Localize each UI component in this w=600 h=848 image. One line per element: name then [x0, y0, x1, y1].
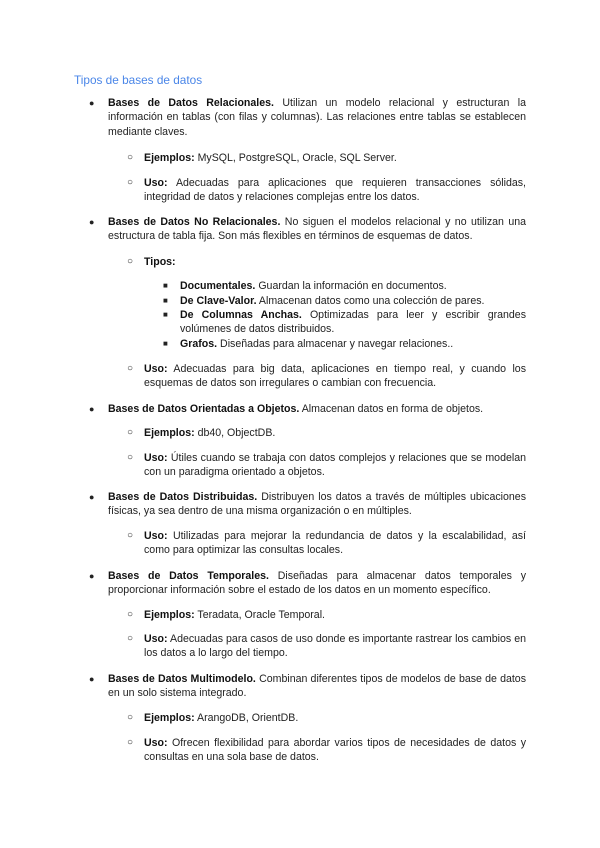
bullet-circle-icon: ○	[127, 152, 134, 163]
bullet-circle-icon: ○	[127, 256, 134, 267]
bullet-square-icon: ■	[163, 281, 168, 290]
item-label: Ejemplos:	[144, 427, 195, 439]
type-text: Optimizadas para leer y escribir grandes volúmenes de datos distribuidos.	[180, 309, 526, 336]
type-text: Guardan la información en documentos.	[258, 280, 447, 292]
bullet-circle-icon: ○	[127, 363, 134, 374]
type-item	[163, 337, 526, 351]
type-text: Almacenan datos como una colección de pares.	[258, 295, 485, 307]
item-text: Adecuadas para big data, aplicaciones en tiempo real, y cuando los esquemas de datos son irregulares o cambian con frecuencia.	[144, 363, 526, 390]
section-nonrelational	[89, 215, 527, 244]
bullet-circle-icon: ○	[127, 712, 134, 723]
section-title: Bases de Datos Distribuidas.	[108, 491, 258, 503]
list-item	[127, 426, 526, 440]
section-text: Diseñadas para almacenar datos temporales y proporcionar información sobre el estado de los datos en un momento específico.	[108, 570, 526, 597]
item-label: Uso:	[144, 363, 168, 375]
bullet-circle-icon: ○	[127, 737, 134, 748]
section-distributed	[89, 490, 526, 519]
bullet-circle-icon: ○	[127, 609, 134, 620]
list-item	[127, 176, 526, 205]
type-item	[163, 308, 526, 337]
list-item	[127, 151, 526, 165]
list-item	[127, 632, 526, 661]
section-title: Bases de Datos No Relacionales.	[108, 216, 281, 228]
bullet-circle-icon: ○	[127, 633, 134, 644]
section-heading: Tipos de bases de datos	[74, 73, 203, 87]
item-label: Ejemplos:	[144, 712, 195, 724]
item-label: Ejemplos:	[144, 609, 195, 621]
type-item	[163, 294, 526, 308]
bullet-circle-icon: ○	[127, 530, 134, 541]
list-item	[127, 451, 526, 480]
section-object-oriented	[89, 402, 526, 416]
item-text: db40, ObjectDB.	[197, 427, 276, 439]
list-item	[127, 362, 526, 391]
item-label: Uso:	[144, 452, 168, 464]
bullet-disc-icon: ●	[89, 492, 95, 502]
bullet-circle-icon: ○	[127, 177, 134, 188]
bullet-disc-icon: ●	[89, 98, 95, 108]
bullet-disc-icon: ●	[89, 404, 95, 414]
item-text: Ofrecen flexibilidad para abordar varios tipos de necesidades de datos y consultas en una sola base de datos.	[144, 737, 527, 764]
item-label: Uso:	[144, 737, 168, 749]
bullet-disc-icon: ●	[89, 674, 95, 684]
section-title: Bases de Datos Multimodelo.	[108, 673, 256, 685]
section-title: Bases de Datos Orientadas a Objetos.	[108, 403, 300, 415]
section-text: No siguen el modelos relacional y no utilizan una estructura de tabla fija. Son más flexibles en términos de esquemas de datos.	[108, 216, 527, 243]
section-text: Combinan diferentes tipos de modelos de base de datos en un solo sistema integrado.	[108, 673, 526, 700]
list-item	[127, 711, 526, 725]
item-text: Utilizadas para mejorar la redundancia de datos y la escalabilidad, así como para optimizar las consultas locales.	[144, 530, 526, 557]
bullet-square-icon: ■	[163, 296, 168, 305]
item-label: Uso:	[144, 633, 168, 645]
type-label: De Clave-Valor.	[180, 295, 257, 307]
list-item-types	[127, 255, 526, 269]
bullet-circle-icon: ○	[127, 452, 134, 463]
section-temporal	[89, 569, 526, 598]
item-text: ArangoDB, OrientDB.	[197, 712, 299, 724]
item-text: Adecuadas para casos de uso donde es importante rastrear los cambios en los datos a lo largo del tiempo.	[144, 633, 526, 660]
list-item	[127, 736, 527, 765]
section-title: Bases de Datos Relacionales.	[108, 97, 274, 109]
type-text: Diseñadas para almacenar y navegar relaciones..	[220, 338, 454, 350]
bullet-square-icon: ■	[163, 339, 168, 348]
section-relational	[89, 96, 526, 139]
bullet-square-icon: ■	[163, 310, 168, 319]
item-label: Uso:	[144, 177, 168, 189]
type-item	[163, 279, 526, 293]
item-text: Útiles cuando se trabaja con datos complejos y relaciones que se modelan con un paradigma orientado a objetos.	[144, 452, 526, 479]
section-title: Bases de Datos Temporales.	[108, 570, 269, 582]
item-text: Teradata, Oracle Temporal.	[197, 609, 325, 621]
type-label: Documentales.	[180, 280, 256, 292]
bullet-disc-icon: ●	[89, 217, 95, 227]
types-label: Tipos:	[144, 256, 176, 268]
section-text: Utilizan un modelo relacional y estructuran la información en tablas (con filas y columnas). Las relaciones entre tablas se establecen mediante claves.	[108, 97, 526, 138]
type-label: De Columnas Anchas.	[180, 309, 302, 321]
list-item	[127, 529, 526, 558]
section-text: Almacenan datos en forma de objetos.	[301, 403, 484, 415]
section-multimodel	[89, 672, 526, 701]
type-label: Grafos.	[180, 338, 218, 350]
item-text: Adecuadas para aplicaciones que requieren transacciones sólidas, integridad de datos y relaciones complejas entre los datos.	[144, 177, 526, 204]
section-text: Distribuyen los datos a través de múltiples ubicaciones físicas, ya sea dentro de una misma organización o en múltiples.	[108, 491, 526, 518]
bullet-circle-icon: ○	[127, 427, 134, 438]
item-label: Uso:	[144, 530, 168, 542]
bullet-disc-icon: ●	[89, 571, 95, 581]
item-label: Ejemplos:	[144, 152, 195, 164]
list-item	[127, 608, 526, 622]
item-text: MySQL, PostgreSQL, Oracle, SQL Server.	[197, 152, 397, 164]
